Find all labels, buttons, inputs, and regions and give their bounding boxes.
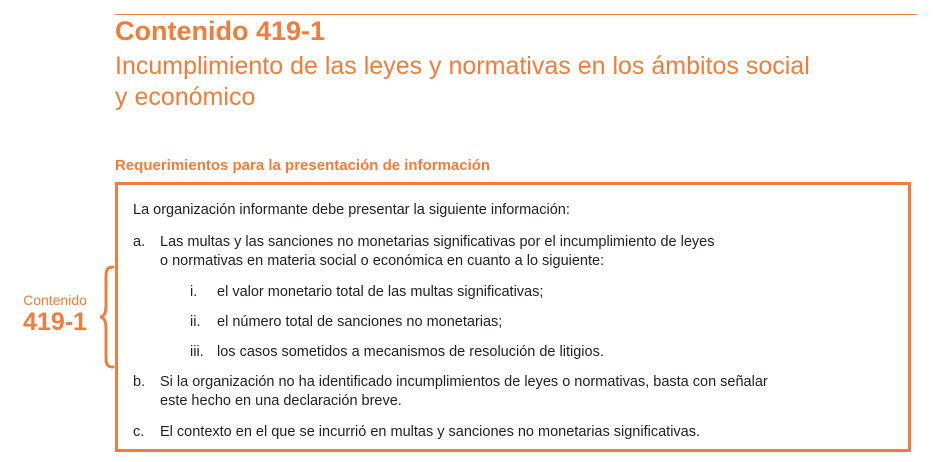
page-title-line-1: Incumplimiento de las leyes y normativas en los ámbitos social — [115, 52, 810, 80]
curly-brace-icon — [98, 265, 116, 369]
item-a-line-2: o normativas en materia social o económica en cuanto a lo siguiente: — [160, 253, 605, 269]
subitem-iii-text: los casos sometidos a mecanismos de resolución de litigios. — [217, 344, 604, 360]
item-b-marker: b. — [133, 374, 146, 390]
page-title-line-2: y económico — [115, 83, 256, 111]
top-rule — [115, 14, 917, 15]
item-b-line-1: Si la organización no ha identificado incumplimientos de leyes o normativas, basta con señalar — [160, 374, 768, 390]
subitem-i-text: el valor monetario total de las multas significativas; — [217, 284, 544, 300]
side-label-number: 419-1 — [23, 308, 87, 336]
page-title-text — [115, 51, 915, 113]
subitem-ii-text: el número total de sanciones no monetarias; — [217, 314, 503, 330]
requirements-intro: La organización informante debe presentar la siguiente información: — [133, 202, 570, 218]
page-title-number: Contenido 419-1 — [115, 16, 326, 46]
item-a-line-1: Las multas y las sanciones no monetarias significativas por el incumplimiento de leyes — [160, 234, 715, 250]
subitem-i-marker: i. — [190, 284, 198, 300]
item-a-marker: a. — [133, 234, 146, 250]
item-b-line-2: este hecho en una declaración breve. — [160, 393, 402, 409]
side-label-small: Contenido — [23, 292, 87, 308]
requirements-heading: Requerimientos para la presentación de información — [115, 157, 491, 174]
side-label — [16, 292, 94, 336]
item-c-line-1: El contexto en el que se incurrió en multas y sanciones no monetarias significativas. — [160, 424, 701, 440]
item-c-marker: c. — [133, 424, 145, 440]
subitem-iii-marker: iii. — [190, 344, 204, 360]
subitem-ii-marker: ii. — [190, 314, 201, 330]
